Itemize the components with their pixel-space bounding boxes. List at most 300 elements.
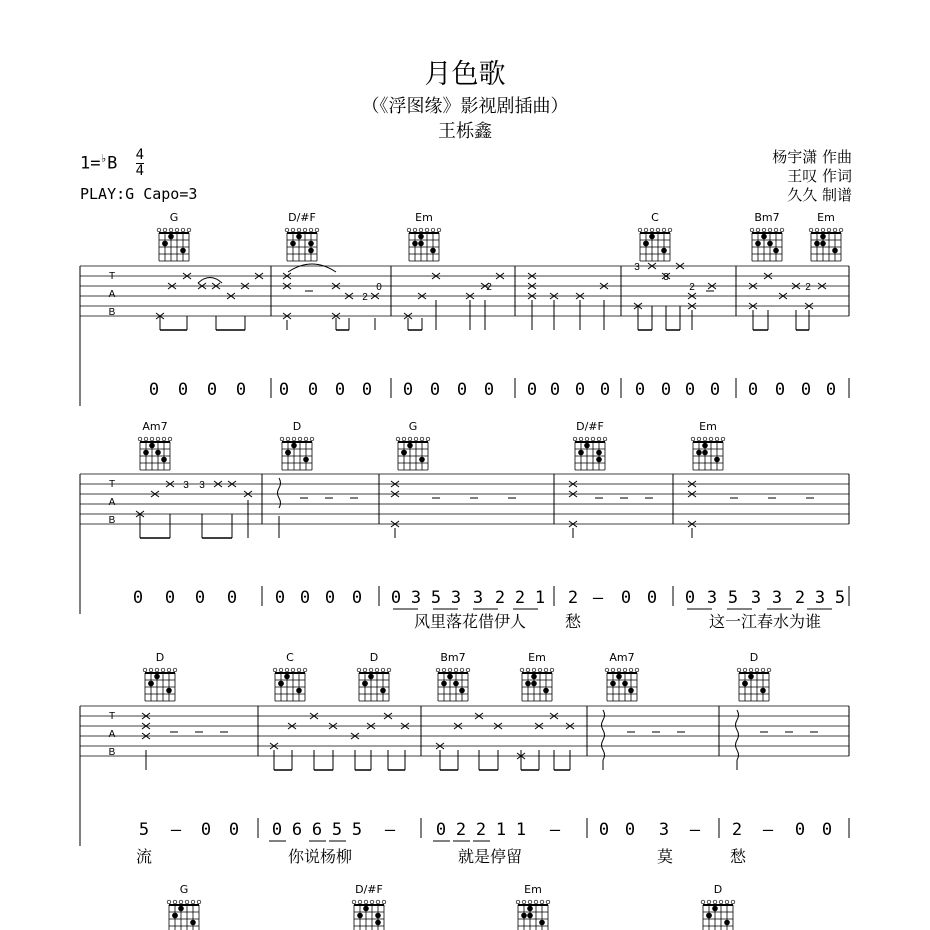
open-string-marker: [448, 668, 452, 672]
open-string-marker: [273, 668, 277, 672]
open-string-marker: [396, 437, 400, 441]
finger-dot: [702, 450, 708, 456]
finger-dot: [459, 688, 465, 694]
open-string-marker: [280, 437, 284, 441]
open-string-marker: [437, 228, 441, 232]
jianpu-note: 0: [483, 380, 495, 400]
key-note: B: [107, 153, 118, 174]
open-string-marker: [156, 437, 160, 441]
chord-diagram: [520, 651, 554, 701]
jianpu-note: 3: [410, 588, 422, 608]
finger-dot: [363, 906, 369, 912]
jianpu-note: 0: [620, 588, 632, 608]
open-string-marker: [833, 228, 837, 232]
finger-dot: [285, 450, 291, 456]
open-string-marker: [707, 900, 711, 904]
open-string-marker: [713, 900, 717, 904]
open-string-marker: [375, 668, 379, 672]
open-string-marker: [540, 900, 544, 904]
credit-lyricist: 王叹 作词: [787, 167, 852, 185]
chord-diagram: [407, 211, 441, 261]
jianpu-note: 0: [274, 588, 286, 608]
open-string-marker: [516, 900, 520, 904]
chord-name: Em: [528, 651, 546, 664]
open-string-marker: [291, 668, 295, 672]
open-string-marker: [155, 668, 159, 672]
finger-dot: [368, 674, 374, 680]
finger-dot: [375, 920, 381, 926]
chord-diagram: [809, 211, 843, 261]
tab-fret-number: 3: [663, 272, 669, 283]
chord-diagram: [737, 651, 771, 701]
open-string-marker: [173, 668, 177, 672]
finger-dot: [419, 457, 425, 463]
jianpu-note: 5: [727, 588, 739, 608]
open-string-marker: [303, 228, 307, 232]
chord-diagram: [396, 420, 430, 470]
open-string-marker: [279, 668, 283, 672]
finger-dot: [303, 457, 309, 463]
finger-dot: [407, 443, 413, 449]
tab-fret-number: 3: [199, 480, 205, 491]
finger-dot: [622, 681, 628, 687]
finger-dot: [284, 674, 290, 680]
chord-name: Am7: [142, 420, 168, 433]
tab-letter-t: T: [108, 271, 116, 282]
jianpu-note: 6: [291, 820, 303, 840]
chord-name: D: [713, 883, 723, 896]
lyric-line: 愁: [564, 612, 582, 631]
chord-diagram: [357, 651, 391, 701]
finger-dot: [527, 913, 533, 919]
open-string-marker: [629, 668, 633, 672]
open-string-marker: [544, 668, 548, 672]
open-string-marker: [623, 668, 627, 672]
finger-dot: [180, 248, 186, 254]
jianpu-note: 0: [206, 380, 218, 400]
finger-dot: [155, 450, 161, 456]
arpeggio-mark: [736, 710, 739, 760]
finger-dot: [767, 241, 773, 247]
open-string-marker: [168, 437, 172, 441]
open-string-marker: [780, 228, 784, 232]
finger-dot: [643, 241, 649, 247]
open-string-marker: [538, 668, 542, 672]
open-string-marker: [163, 228, 167, 232]
open-string-marker: [579, 437, 583, 441]
finger-dot: [814, 241, 820, 247]
finger-dot: [596, 457, 602, 463]
open-string-marker: [644, 228, 648, 232]
open-string-marker: [357, 668, 361, 672]
jianpu-note: 2: [475, 820, 487, 840]
chord-name: C: [286, 651, 294, 664]
open-string-marker: [297, 668, 301, 672]
jianpu-note: 0: [226, 588, 238, 608]
open-string-marker: [528, 900, 532, 904]
finger-dot: [296, 234, 302, 240]
jianpu-note: 0: [456, 380, 468, 400]
finger-dot: [773, 248, 779, 254]
finger-dot: [296, 688, 302, 694]
open-string-marker: [376, 900, 380, 904]
open-string-marker: [150, 437, 154, 441]
open-string-marker: [285, 228, 289, 232]
jianpu-note: 2: [567, 588, 579, 608]
jianpu-note: 1: [534, 588, 546, 608]
open-string-marker: [585, 437, 589, 441]
lyric-line: 这一江春水为谁: [708, 612, 822, 631]
open-string-marker: [187, 228, 191, 232]
open-string-marker: [425, 228, 429, 232]
jianpu-note: 0: [164, 588, 176, 608]
jianpu-note: —: [592, 588, 604, 608]
finger-dot: [578, 450, 584, 456]
finger-dot: [149, 443, 155, 449]
finger-dot: [161, 457, 167, 463]
open-string-marker: [161, 668, 165, 672]
chord-name: D/#F: [288, 211, 316, 224]
open-string-marker: [839, 228, 843, 232]
jianpu-note: 0: [435, 820, 447, 840]
time-bottom: 4: [135, 163, 145, 179]
open-string-marker: [809, 228, 813, 232]
open-string-marker: [761, 668, 765, 672]
open-string-marker: [597, 437, 601, 441]
tab-fret-number: 2: [689, 282, 695, 293]
open-string-marker: [691, 437, 695, 441]
open-string-marker: [756, 228, 760, 232]
jianpu-note: 3: [771, 588, 783, 608]
open-string-marker: [292, 437, 296, 441]
finger-dot: [178, 906, 184, 912]
credit-composer: 杨宇潇 作曲: [772, 148, 852, 166]
finger-dot: [148, 681, 154, 687]
open-string-marker: [297, 228, 301, 232]
finger-dot: [418, 241, 424, 247]
finger-dot: [291, 443, 297, 449]
open-string-marker: [605, 668, 609, 672]
jianpu-note: 0: [526, 380, 538, 400]
tab-fret-number: 3: [634, 262, 640, 273]
open-string-marker: [181, 228, 185, 232]
jianpu-note: 0: [684, 588, 696, 608]
open-string-marker: [298, 437, 302, 441]
lyric-line: 愁: [729, 847, 747, 866]
chord-name: D: [292, 420, 302, 433]
jianpu-note: 0: [361, 380, 373, 400]
jianpu-note: 0: [684, 380, 696, 400]
open-string-marker: [721, 437, 725, 441]
tab-letter-b: B: [108, 307, 116, 318]
chord-name: Bm7: [440, 651, 466, 664]
open-string-marker: [520, 668, 524, 672]
open-string-marker: [381, 668, 385, 672]
open-string-marker: [402, 437, 406, 441]
jianpu-note: 2: [514, 588, 526, 608]
chord-diagram: [167, 883, 201, 930]
chord-diagram: [691, 420, 725, 470]
chord-diagram: [273, 651, 307, 701]
jianpu-note: 0: [774, 380, 786, 400]
chord-name: Am7: [609, 651, 635, 664]
chord-diagram: [280, 420, 314, 470]
open-string-marker: [167, 900, 171, 904]
open-string-marker: [408, 437, 412, 441]
chord-diagram: [638, 211, 672, 261]
jianpu-note: 5: [430, 588, 442, 608]
lyric-line: 莫: [656, 847, 674, 866]
finger-dot: [362, 681, 368, 687]
jianpu-note: 5: [351, 820, 363, 840]
finger-dot: [430, 248, 436, 254]
open-string-marker: [603, 437, 607, 441]
open-string-marker: [573, 437, 577, 441]
tab-letter-b: B: [108, 747, 116, 758]
finger-dot: [628, 688, 634, 694]
jianpu-note: 0: [599, 380, 611, 400]
tab-letter-b: B: [108, 515, 116, 526]
finger-dot: [820, 234, 826, 240]
jianpu-note: 0: [634, 380, 646, 400]
finger-dot: [661, 248, 667, 254]
open-string-marker: [534, 900, 538, 904]
open-string-marker: [709, 437, 713, 441]
open-string-marker: [407, 228, 411, 232]
open-string-marker: [768, 228, 772, 232]
finger-dot: [525, 681, 531, 687]
finger-dot: [820, 241, 826, 247]
jianpu-note: 0: [351, 588, 363, 608]
open-string-marker: [431, 228, 435, 232]
jianpu-note: 0: [271, 820, 283, 840]
open-string-marker: [522, 900, 526, 904]
open-string-marker: [370, 900, 374, 904]
jianpu-note: 0: [747, 380, 759, 400]
open-string-marker: [526, 668, 530, 672]
finger-dot: [832, 248, 838, 254]
key-label: 1=: [80, 153, 101, 174]
chord-name: D/#F: [355, 883, 383, 896]
jianpu-note: 5: [138, 820, 150, 840]
arpeggio-mark: [602, 710, 605, 760]
open-string-marker: [662, 228, 666, 232]
chord-diagram: [573, 420, 607, 470]
open-string-marker: [591, 437, 595, 441]
open-string-marker: [774, 228, 778, 232]
open-string-marker: [419, 228, 423, 232]
open-string-marker: [167, 668, 171, 672]
chord-name: G: [169, 211, 179, 224]
chord-diagram: [436, 651, 470, 701]
jianpu-note: 0: [334, 380, 346, 400]
open-string-marker: [303, 668, 307, 672]
open-string-marker: [821, 228, 825, 232]
open-string-marker: [697, 437, 701, 441]
jianpu-note: 0: [200, 820, 212, 840]
open-string-marker: [387, 668, 391, 672]
chord-name: C: [651, 211, 659, 224]
open-string-marker: [382, 900, 386, 904]
song-subtitle: （《浮图缘》影视剧插曲）: [361, 96, 569, 117]
chord-name: Em: [524, 883, 542, 896]
jianpu-note: 0: [148, 380, 160, 400]
finger-dot: [616, 674, 622, 680]
finger-dot: [755, 241, 761, 247]
open-string-marker: [827, 228, 831, 232]
open-string-marker: [143, 668, 147, 672]
jianpu-note: 0: [794, 820, 806, 840]
finger-dot: [166, 688, 172, 694]
jianpu-note: 0: [299, 588, 311, 608]
jianpu-note: 2: [794, 588, 806, 608]
open-string-marker: [731, 900, 735, 904]
open-string-marker: [169, 228, 173, 232]
finger-dot: [453, 681, 459, 687]
tab-letter-t: T: [108, 479, 116, 490]
finger-dot: [168, 234, 174, 240]
chord-diagram: [516, 883, 550, 930]
finger-dot: [401, 450, 407, 456]
jianpu-note: —: [689, 820, 701, 840]
open-string-marker: [611, 668, 615, 672]
open-string-marker: [420, 437, 424, 441]
finger-dot: [696, 450, 702, 456]
lyric-line: 你说杨柳: [287, 847, 353, 866]
open-string-marker: [352, 900, 356, 904]
open-string-marker: [426, 437, 430, 441]
tab-fret-number: 0: [376, 282, 382, 293]
jianpu-note: 0: [709, 380, 721, 400]
open-string-marker: [617, 668, 621, 672]
jianpu-note: 0: [624, 820, 636, 840]
tab-letter-a: A: [108, 497, 116, 508]
open-string-marker: [460, 668, 464, 672]
finger-dot: [531, 681, 537, 687]
jianpu-note: 0: [235, 380, 247, 400]
open-string-marker: [364, 900, 368, 904]
tab-fret-number: 2: [805, 282, 811, 293]
open-string-marker: [157, 228, 161, 232]
finger-dot: [760, 688, 766, 694]
jianpu-note: 0: [390, 588, 402, 608]
chord-name: Bm7: [754, 211, 780, 224]
jianpu-note: 0: [429, 380, 441, 400]
open-string-marker: [701, 900, 705, 904]
finger-dot: [584, 443, 590, 449]
open-string-marker: [767, 668, 771, 672]
jianpu-note: 0: [598, 820, 610, 840]
lyric-line: 风里落花借伊人: [413, 612, 527, 631]
open-string-marker: [175, 228, 179, 232]
tab-fret-number: 2: [486, 282, 492, 293]
finger-dot: [190, 920, 196, 926]
open-string-marker: [703, 437, 707, 441]
jianpu-note: 0: [307, 380, 319, 400]
chord-name: D: [749, 651, 759, 664]
jianpu-note: 1: [495, 820, 507, 840]
jianpu-note: 0: [402, 380, 414, 400]
finger-dot: [706, 913, 712, 919]
finger-dot: [761, 234, 767, 240]
time-top: 4: [135, 147, 145, 163]
open-string-marker: [436, 668, 440, 672]
chord-diagram: [605, 651, 639, 701]
chord-name: Em: [817, 211, 835, 224]
finger-dot: [610, 681, 616, 687]
finger-dot: [418, 234, 424, 240]
tab-fret-number: 3: [183, 480, 189, 491]
chord-diagram: [750, 211, 784, 261]
finger-dot: [531, 674, 537, 680]
jianpu-note: 0: [228, 820, 240, 840]
jianpu-note: 3: [472, 588, 484, 608]
finger-dot: [143, 450, 149, 456]
finger-dot: [380, 688, 386, 694]
open-string-marker: [750, 228, 754, 232]
finger-dot: [527, 906, 533, 912]
finger-dot: [412, 241, 418, 247]
finger-dot: [154, 674, 160, 680]
flat-symbol: ♭: [100, 151, 108, 165]
chord-name: G: [408, 420, 418, 433]
finger-dot: [357, 913, 363, 919]
jianpu-note: 2: [731, 820, 743, 840]
open-string-marker: [454, 668, 458, 672]
tie-arc: [288, 264, 336, 272]
finger-dot: [521, 913, 527, 919]
open-string-marker: [737, 668, 741, 672]
finger-dot: [596, 450, 602, 456]
jianpu-note: 0: [324, 588, 336, 608]
open-string-marker: [309, 228, 313, 232]
finger-dot: [441, 681, 447, 687]
open-string-marker: [185, 900, 189, 904]
jianpu-note: 0: [825, 380, 837, 400]
chord-name: Em: [699, 420, 717, 433]
open-string-marker: [138, 437, 142, 441]
open-string-marker: [358, 900, 362, 904]
finger-dot: [308, 241, 314, 247]
artist-name: 王栎鑫: [438, 121, 492, 142]
open-string-marker: [466, 668, 470, 672]
chord-name: Em: [415, 211, 433, 224]
play-capo-info: PLAY:G Capo=3: [80, 185, 198, 203]
open-string-marker: [749, 668, 753, 672]
finger-dot: [543, 688, 549, 694]
lyric-line: 流: [135, 847, 153, 866]
open-string-marker: [755, 668, 759, 672]
jianpu-note: —: [170, 820, 182, 840]
open-string-marker: [656, 228, 660, 232]
jianpu-note: 2: [494, 588, 506, 608]
open-string-marker: [191, 900, 195, 904]
finger-dot: [748, 674, 754, 680]
open-string-marker: [285, 668, 289, 672]
open-string-marker: [369, 668, 373, 672]
jianpu-note: 3: [814, 588, 826, 608]
chord-name: D/#F: [576, 420, 604, 433]
jianpu-note: 3: [706, 588, 718, 608]
jianpu-note: —: [762, 820, 774, 840]
lyric-line: 就是停留: [457, 847, 523, 866]
jianpu-note: 0: [132, 588, 144, 608]
jianpu-note: 0: [660, 380, 672, 400]
open-string-marker: [762, 228, 766, 232]
open-string-marker: [532, 668, 536, 672]
open-string-marker: [635, 668, 639, 672]
open-string-marker: [413, 228, 417, 232]
